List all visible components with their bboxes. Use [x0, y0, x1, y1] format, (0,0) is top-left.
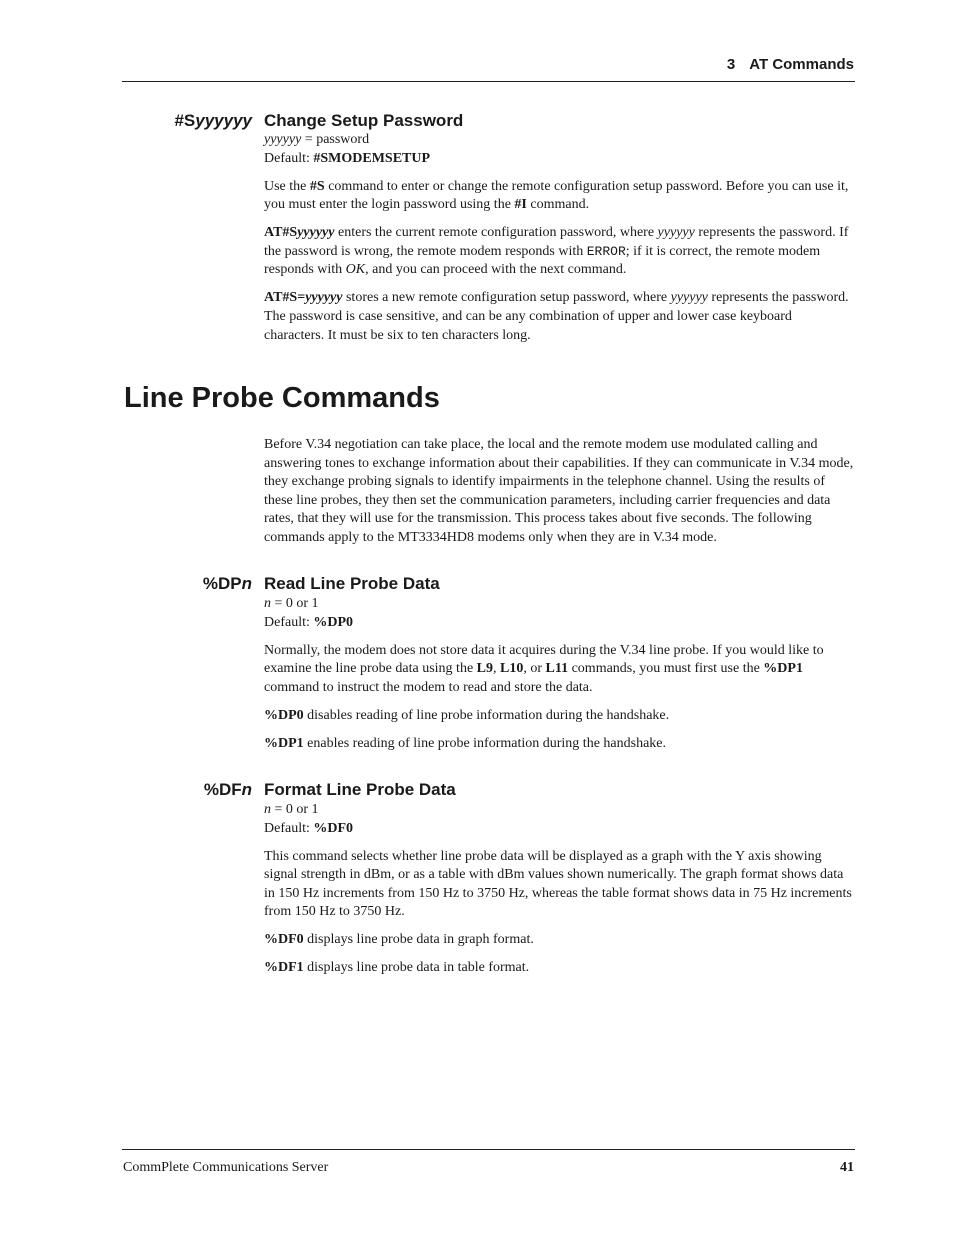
- section-title-change-setup-password: Change Setup Password: [264, 111, 464, 130]
- section-body-format-line-probe-data: [264, 801, 854, 987]
- param-var: yyyyyy: [264, 132, 302, 147]
- line-probe-intro: [264, 436, 854, 557]
- default-line: Default: %DF0: [264, 820, 354, 836]
- default-label: Default:: [264, 150, 314, 166]
- param-line: n = 0 or 1: [264, 802, 319, 817]
- chapter-title: AT Commands: [749, 56, 854, 73]
- command-prefix: #S: [174, 111, 196, 130]
- paragraph: AT#Syyyyyy enters the current remote configuration password, where yyyyyy represents the password. If the password is wrong, the remote modem responds with ERROR; if it is correct, the remote modem responds with OK, and you can proceed with the next command.: [264, 225, 849, 278]
- page-number: 41: [840, 1160, 854, 1175]
- footer-rule: [122, 1149, 855, 1150]
- default-line: [264, 150, 854, 169]
- param-def: = password: [301, 132, 370, 147]
- paragraph: This command selects whether line probe data will be displayed as a graph with the Y axis showing signal strength in dBm, or as a table with dBm values shown numerically. The graph format shows data in 150 Hz increments from 150 Hz to 3750 Hz, whereas the table format shows data in 75 Hz increments from 150 Hz to 3750 Hz.: [264, 848, 852, 920]
- default-value: #SMODEMSETUP: [313, 150, 431, 166]
- section-title-format-line-probe-data: Format Line Probe Data: [264, 780, 456, 799]
- paragraph: Before V.34 negotiation can take place, the local and the remote modem use modulated calling and answering tones to exchange information about their capabilities. If they can communicate in V.34 mode, they exchange probing signals to identify impairments in the telephone channel. Using the results of these line probes, they then set the communication parameters, including carrier frequencies and data rates, that they will use for the transmission. This process takes about five seconds. The following commands apply to the MT3334HD8 modems only when they are in V.34 mode.: [264, 437, 854, 545]
- chapter-number: 3: [726, 56, 736, 73]
- command-prefix: %DF: [203, 780, 242, 799]
- paragraph: Use the #S command to enter or change the remote configuration setup password. Before you can use it, you must enter the login password using the #I command.: [264, 178, 849, 213]
- command-prefix: %DP: [202, 574, 242, 593]
- paragraph: %DP0 disables reading of line probe information during the handshake.: [264, 707, 670, 723]
- footer-product-name: CommPlete Communications Server: [123, 1160, 329, 1175]
- section-body-read-line-probe-data: [264, 595, 854, 763]
- header-rule: [122, 81, 855, 82]
- paragraph: %DF0 displays line probe data in graph format.: [264, 932, 534, 948]
- chapter-section-heading: Line Probe Commands: [124, 382, 440, 414]
- command-label-s: [0, 111, 252, 131]
- section-body-change-setup-password: [264, 131, 854, 355]
- command-label-dp: [0, 574, 252, 594]
- command-param: yyyyyy: [195, 111, 252, 130]
- section-title-read-line-probe-data: Read Line Probe Data: [264, 574, 440, 593]
- paragraph: %DP1 enables reading of line probe information during the handshake.: [264, 735, 667, 751]
- command-param: n: [241, 574, 252, 593]
- running-header: [122, 56, 854, 73]
- param-line: [264, 131, 854, 150]
- command-label-df: [0, 780, 252, 800]
- paragraph: %DF1 displays line probe data in table format.: [264, 960, 530, 976]
- param-line: n = 0 or 1: [264, 596, 319, 611]
- paragraph: AT#S=yyyyyy stores a new remote configuration setup password, where yyyyyy represents the password. The password is case sensitive, and can be any combination of upper and lower case keyboard characters. It must be six to ten characters long.: [264, 290, 849, 343]
- default-line: Default: %DP0: [264, 614, 354, 630]
- command-param: n: [241, 780, 252, 799]
- paragraph: Normally, the modem does not store data it acquires during the V.34 line probe. If you would like to examine the line probe data using the L9, L10, or L11 commands, you must first use the %DP1 command to instruct the modem to read and store the data.: [264, 642, 824, 695]
